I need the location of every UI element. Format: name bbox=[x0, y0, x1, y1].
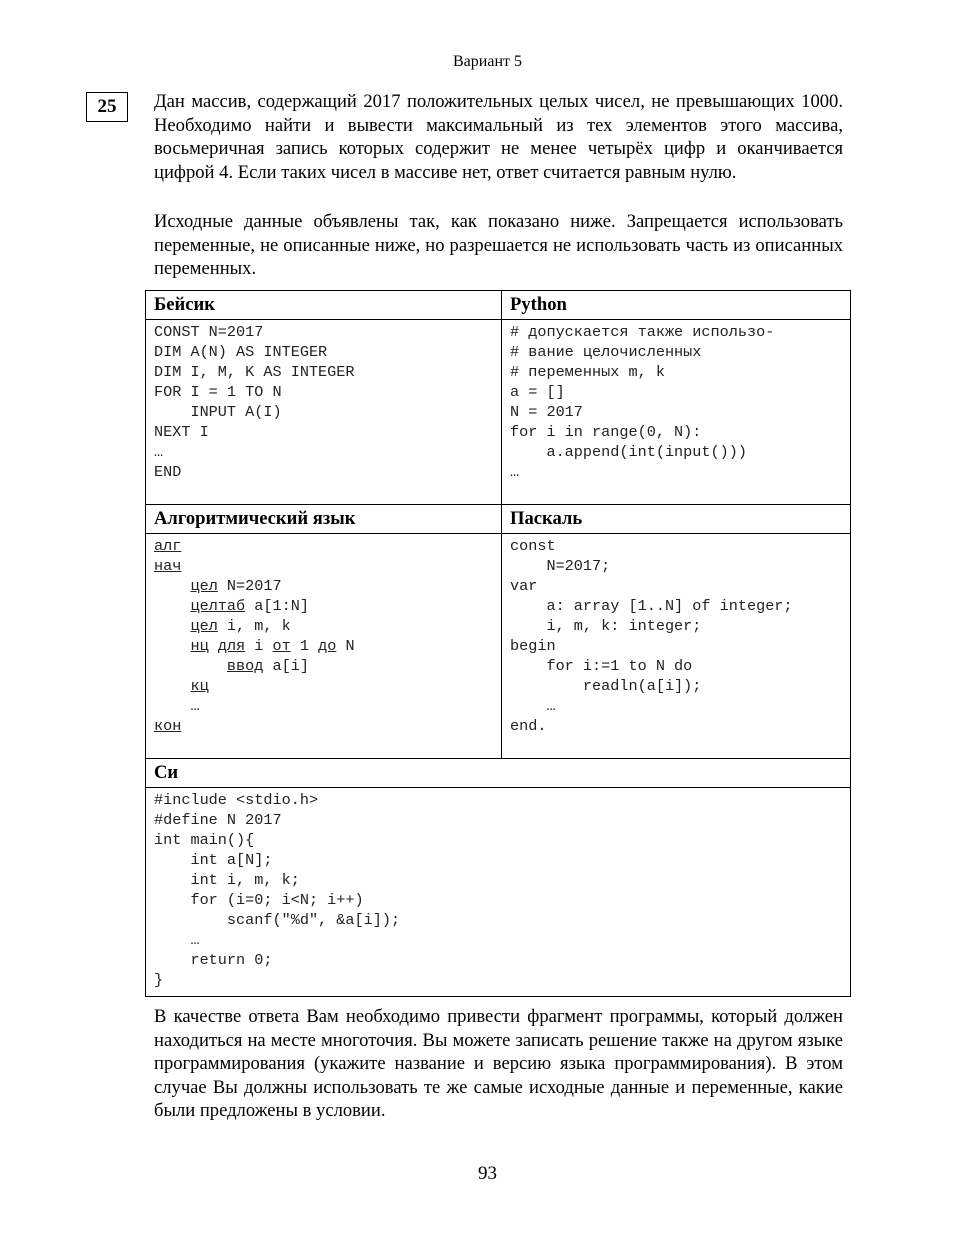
code-line: INPUT A(I) bbox=[154, 403, 282, 421]
code-text: N bbox=[336, 637, 355, 655]
code-line bbox=[154, 536, 493, 556]
code-text: … bbox=[190, 697, 200, 715]
code-line: return 0; bbox=[154, 951, 273, 969]
code-line: # вание целочисленных bbox=[510, 343, 702, 361]
python-code bbox=[502, 320, 851, 505]
code-line: } bbox=[154, 971, 164, 989]
code-table bbox=[145, 290, 851, 997]
code-line bbox=[154, 576, 493, 596]
page-number: 93 bbox=[478, 1163, 497, 1184]
code-line: scanf("%d", &a[i]); bbox=[154, 911, 401, 929]
code-line: end. bbox=[510, 717, 547, 735]
keyword: алг bbox=[154, 537, 182, 555]
code-line: DIM A(N) AS INTEGER bbox=[154, 343, 328, 361]
code-text: a[i] bbox=[263, 657, 309, 675]
code-text: a[1:N] bbox=[245, 597, 309, 615]
code-line: #include <stdio.h> bbox=[154, 791, 319, 809]
keyword: кц bbox=[190, 677, 209, 695]
code-line: int main(){ bbox=[154, 831, 255, 849]
task-constraints: Исходные данные объявлены так, как показано ниже. Запрещается использовать переменные, не описанные ниже, но разрешается не использовать часть из описанных переменных. bbox=[154, 211, 843, 279]
keyword: кон bbox=[154, 717, 182, 735]
keyword: нц bbox=[190, 637, 209, 655]
code-line bbox=[154, 716, 493, 736]
pascal-header: Паскаль bbox=[502, 505, 851, 534]
python-header: Python bbox=[502, 291, 851, 320]
code-line: i, m, k: integer; bbox=[510, 617, 702, 635]
keyword: цел bbox=[190, 617, 218, 635]
code-text: i bbox=[245, 637, 273, 655]
keyword: от bbox=[272, 637, 291, 655]
code-line: FOR I = 1 TO N bbox=[154, 383, 282, 401]
code-line: # переменных m, k bbox=[510, 363, 665, 381]
code-line: a: array [1..N] of integer; bbox=[510, 597, 793, 615]
code-line: a.append(int(input())) bbox=[510, 443, 747, 461]
code-line: END bbox=[154, 463, 182, 481]
code-line: … bbox=[154, 443, 164, 461]
code-line: const bbox=[510, 537, 556, 555]
code-line: var bbox=[510, 577, 538, 595]
keyword: нач bbox=[154, 557, 182, 575]
keyword: целтаб bbox=[190, 597, 246, 615]
code-line: a = [] bbox=[510, 383, 565, 401]
code-line: for i in range(0, N): bbox=[510, 423, 702, 441]
pascal-code bbox=[502, 534, 851, 759]
code-line: for (i=0; i<N; i++) bbox=[154, 891, 364, 909]
code-line bbox=[154, 596, 493, 616]
code-line bbox=[154, 556, 493, 576]
c-header: Си bbox=[146, 759, 851, 788]
code-text: N=2017 bbox=[217, 577, 282, 595]
basic-code bbox=[146, 320, 502, 505]
c-code bbox=[146, 788, 851, 997]
keyword: для bbox=[217, 637, 246, 655]
code-line: NEXT I bbox=[154, 423, 209, 441]
code-line: … bbox=[154, 931, 200, 949]
task-statement: Дан массив, содержащий 2017 положительных целых чисел, не превышающих 1000. Необходимо найти и вывести максимальный из тех элементов этого массива, восьмеричная запись которых содержит не менее четырёх цифр и оканчивается цифрой 4. Если таких чисел в массиве нет, ответ считается равным нулю. bbox=[154, 91, 843, 183]
code-line: N=2017; bbox=[510, 557, 611, 575]
code-line: #define N 2017 bbox=[154, 811, 282, 829]
code-line: … bbox=[510, 697, 556, 715]
keyword: цел bbox=[190, 577, 218, 595]
algo-code bbox=[146, 534, 502, 759]
code-line bbox=[154, 696, 493, 716]
code-line bbox=[154, 676, 493, 696]
task-number-box: 25 bbox=[86, 92, 128, 122]
code-line: begin bbox=[510, 637, 556, 655]
code-line: int i, m, k; bbox=[154, 871, 300, 889]
code-text: 1 bbox=[290, 637, 319, 655]
answer-instructions: В качестве ответа Вам необходимо привести фрагмент программы, который должен находиться на месте многоточия. Вы можете записать решение также на другом языке программирования (укажите название и версию языка программирования). В этом случае Вы должны использовать те же самые исходные данные и переменные, какие были предложены в условии. bbox=[154, 1006, 843, 1121]
code-line bbox=[154, 616, 493, 636]
basic-header: Бейсик bbox=[146, 291, 502, 320]
code-line bbox=[154, 656, 493, 676]
code-line: readln(a[i]); bbox=[510, 677, 702, 695]
keyword: до bbox=[318, 637, 337, 655]
algo-header: Алгоритмический язык bbox=[146, 505, 502, 534]
code-line: N = 2017 bbox=[510, 403, 583, 421]
code-line: CONST N=2017 bbox=[154, 323, 264, 341]
code-line: for i:=1 to N do bbox=[510, 657, 693, 675]
code-text: i, m, k bbox=[217, 617, 291, 635]
code-line: # допускается также использо- bbox=[510, 323, 775, 341]
code-line bbox=[154, 636, 493, 656]
code-line: … bbox=[510, 463, 520, 481]
code-line: int a[N]; bbox=[154, 851, 273, 869]
variant-header: Вариант 5 bbox=[453, 53, 522, 70]
keyword: ввод bbox=[226, 657, 264, 675]
code-line: DIM I, M, K AS INTEGER bbox=[154, 363, 355, 381]
